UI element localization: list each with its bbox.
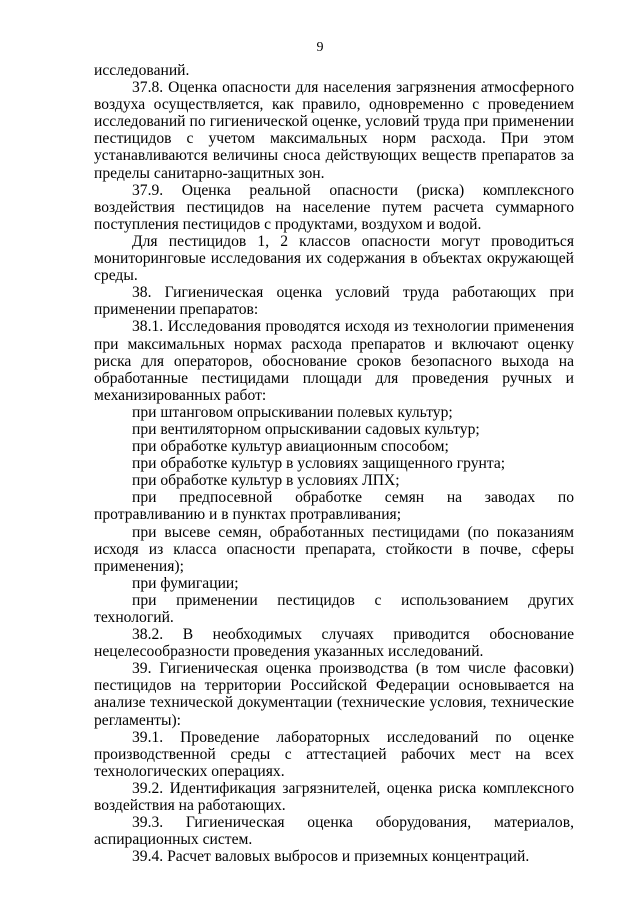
paragraph: при предпосевной обработке семян на заводах по протравливанию и в пунктах протравливания; xyxy=(94,489,574,524)
paragraph: при обработке культур авиационным способом; xyxy=(132,438,449,456)
paragraph: 39.3. Гигиеническая оценка оборудования, материалов, аспирационных систем. xyxy=(94,814,574,849)
paragraph: 39.1. Проведение лабораторных исследований по оценке производственной среды с аттестацией рабочих мест на всех технологических операциях. xyxy=(94,728,574,780)
paragraph: при обработке культур в условиях ЛПХ; xyxy=(132,472,400,490)
paragraph: 39. Гигиеническая оценка производства (в том числе фасовки) пестицидов на территории Российской Федерации основывается на анализе технической документации (технические условия, технические регламенты): xyxy=(94,660,574,729)
paragraph: 38.2. В необходимых случаях приводится обоснование нецелесообразности проведения указанных исследований. xyxy=(94,626,574,661)
paragraph: 39.4. Расчет валовых выбросов и приземных концентраций. xyxy=(132,848,530,866)
paragraph: 38. Гигиеническая оценка условий труда работающих при применении препаратов: xyxy=(94,284,574,319)
paragraph: 37.9. Оценка реальной опасности (риска) комплексного воздействия пестицидов на население путем расчета суммарного поступления пестицидов с продуктами, воздухом и водой. xyxy=(94,181,574,233)
paragraph: при высеве семян, обработанных пестицидами (по показаниям исходя из класса опасности препарата, стойкости в почве, сферы применения); xyxy=(94,523,574,575)
paragraph: 39.2. Идентификация загрязнителей, оценка риска комплексного воздействия на работающих. xyxy=(94,779,574,815)
paragraph: исследований. xyxy=(94,62,190,79)
paragraph: Для пестицидов 1, 2 классов опасности могут проводиться мониторинговые исследования их содержания в объектах окружающей среды. xyxy=(94,232,574,285)
document-body xyxy=(94,62,574,865)
paragraph: при применении пестицидов с использованием других технологий. xyxy=(94,591,574,626)
paragraph: при обработке культур в условиях защищенного грунта; xyxy=(132,455,506,473)
paragraph: 37.8. Оценка опасности для населения загрязнения атмосферного воздуха осуществляется, как правило, одновременно с проведением исследований по гигиенической оценке, условий труда при применении пестицидов с учетом максимальных норм расхода. При этом устанавливаются величины сноса действующих веществ препаратов за пределы санитарно-защитных зон. xyxy=(94,79,574,182)
paragraph: при штанговом опрыскивании полевых культур; xyxy=(132,403,453,421)
paragraph: при фумигации; xyxy=(132,574,239,592)
paragraph: 38.1. Исследования проводятся исходя из технологии применения при максимальных нормах расхода препаратов и включают оценку риска для операторов, обоснование сроков безопасного выхода на обработанные пестицидами площади для проведения ручных и механизированных работ: xyxy=(94,318,574,404)
paragraph: при вентиляторном опрыскивании садовых культур; xyxy=(132,420,480,438)
page-number: 9 xyxy=(316,40,324,55)
